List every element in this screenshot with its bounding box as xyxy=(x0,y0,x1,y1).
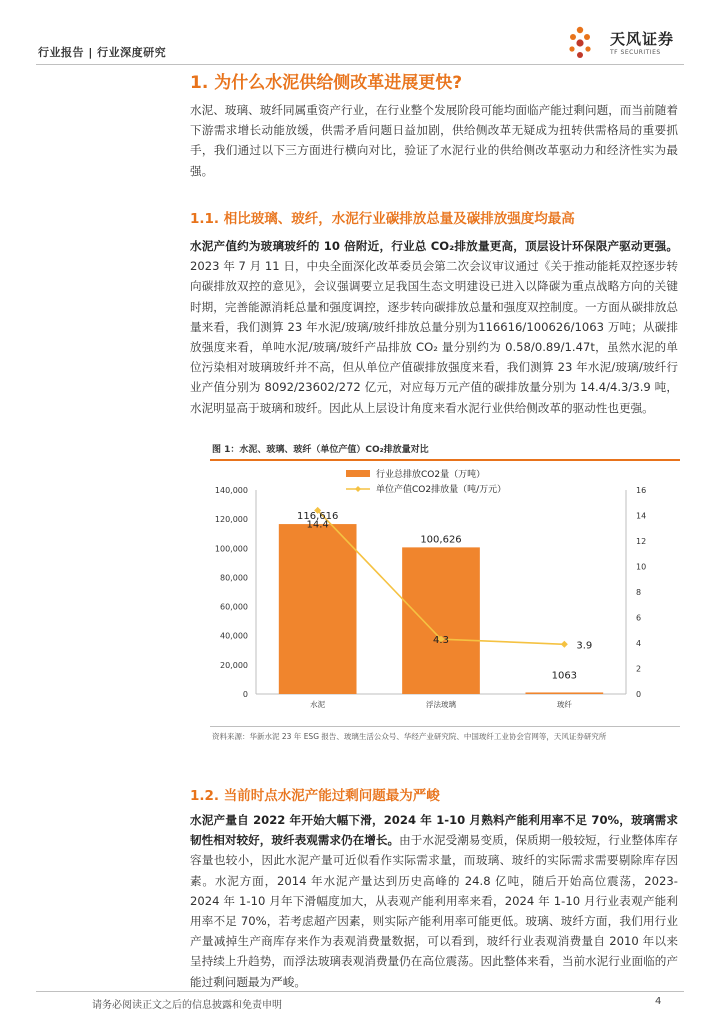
left-tick-label: 120,000 xyxy=(214,515,248,525)
legend-line-label: 单位产值CO2排放量（吨/万元） xyxy=(376,485,507,495)
bar-value-label: 1063 xyxy=(551,670,578,682)
left-tick-label: 100,000 xyxy=(214,544,248,554)
left-tick-label: 60,000 xyxy=(220,602,248,612)
bar xyxy=(525,692,603,694)
left-tick-label: 0 xyxy=(242,690,248,699)
co2-emission-chart xyxy=(196,462,666,724)
section-1-1-title: 1.1. 相比玻璃、玻纤，水泥行业碳排放总量及碳排放强度均最高 xyxy=(190,211,575,227)
logo-mark-icon xyxy=(569,27,590,58)
line-value-label: 14.4 xyxy=(306,519,329,531)
legend-bar-swatch xyxy=(346,470,370,477)
right-tick-label: 4 xyxy=(636,639,642,648)
section-1-title: 1. 为什么水泥供给侧改革进展更快? xyxy=(190,73,463,93)
category-label: 水泥 xyxy=(310,700,326,709)
left-tick-label: 80,000 xyxy=(220,573,248,583)
footer-divider xyxy=(36,991,684,992)
right-tick-label: 2 xyxy=(636,664,642,674)
category-label: 玻纤 xyxy=(556,700,572,709)
category-label: 浮法玻璃 xyxy=(426,700,456,709)
figure-source-rule xyxy=(210,726,680,727)
figure-title-rule xyxy=(210,459,680,461)
figure-1-title: 图 1：水泥、玻璃、玻纤（单位产值）CO₂排放量对比 xyxy=(212,445,429,455)
section-1-paragraph: 水泥、玻璃、玻纤同属重资产行业，在行业整个发展阶段可能均面临产能过剩问题，而当前随着下游需求增长动能放缓，供需矛盾问题日益加剧，供给侧改革无疑成为扭转供需格局的重要抓手，我们通过以下三方面进行横向对比，验证了水泥行业的供给侧改革驱动力和经济性实为最强。 xyxy=(190,103,678,178)
section-1-2-body: 由于水泥受潮易变质，保质期一般较短，行业整体库存容量也较小，因此水泥产量可近似看作实际需求量，而玻璃、玻纤的实际需求需要剔除库存因素。水泥方面，2014 年水泥产量达到历史高峰的 24.8 亿吨，随后开始高位震荡，2023-2024 年 1-10 月年下滑幅度加大，从表观产能利用率来看，2024 年 1-10 月行业表观产能利用率不足 70%，若考虑超产因素，则实际产能利用率可能更低。玻璃、玻纤方面，我们用行业产量减掉生产商库存来作为表观消费量数据，可以看到，玻纤行业表观消费量自 2010 年以来呈持续上升趋势，而浮法玻璃表观消费量仍在高位震荡。因此整体来看，当前水泥行业面临的产能过剩问题最为严峻。 xyxy=(190,833,678,989)
legend-line-marker xyxy=(355,486,361,492)
bar xyxy=(402,547,480,694)
section-1-2-title: 1.2. 当前时点水泥产能过剩问题最为严峻 xyxy=(190,788,440,804)
right-tick-label: 12 xyxy=(636,537,647,546)
legend-bar-label: 行业总排放CO2量（万吨） xyxy=(376,470,486,480)
header-divider xyxy=(36,64,684,65)
intensity-point xyxy=(561,641,568,648)
right-tick-label: 8 xyxy=(636,588,642,597)
right-tick-label: 10 xyxy=(636,562,647,572)
bar-value-label: 100,626 xyxy=(420,534,462,546)
line-value-label: 3.9 xyxy=(576,640,593,652)
section-1-2-lead: 水泥产量自 2022 年开始大幅下滑，2024 年 1-10 月熟料产能利用率不足 70%，玻璃需求韧性相对较好，玻纤表观需求仍在增长。 xyxy=(190,813,678,848)
bar xyxy=(279,524,357,694)
page-number: 4 xyxy=(655,996,662,1007)
right-tick-label: 14 xyxy=(636,511,647,521)
report-category: 行业报告 | 行业深度研究 xyxy=(38,46,167,59)
right-tick-label: 16 xyxy=(636,486,647,495)
line-value-label: 4.3 xyxy=(433,635,449,647)
section-1-1-lead: 水泥产值约为玻璃玻纤的 10 倍附近，行业总 CO₂排放量更高，顶层设计环保限产驱动更强。 xyxy=(190,239,678,253)
right-tick-label: 6 xyxy=(636,613,642,623)
section-1-1-body: 2023 年 7 月 11 日，中央全面深化改革委员会第二次会议审议通过《关于推动能耗双控逐步转向碳排放双控的意见》，会议强调要立足我国生态文明建设已进入以降碳为重点战略方向的关键时期，完善能源消耗总量和强度调控，逐步转向碳排放总量和强度双控制度。一方面从碳排放总量来看，我们测算 23 年水泥/玻璃/玻纤排放总量分别为116616/100626/1063 万吨；从碳排放强度来看，单吨水泥/玻璃/玻纤产品排放 CO₂ 量分别约为 0.58/0.89/1.47t，虽然水泥的单位污染相对玻璃玻纤并不高，但从单位产值碳排放强度来看，我们测算 23 年水泥/玻璃/玻纤行业产值分别为 8092/23602/272 亿元，对应每万元产值的碳排放量分别为 14.4/4.3/3.9 吨，水泥明显高于玻璃和玻纤。因此从上层设计角度来看水泥行业供给侧改革的驱动性也更强。 xyxy=(190,259,678,415)
logo-subtitle: TF SECURITIES xyxy=(610,49,661,56)
bar-value-label: 116,616 xyxy=(296,511,339,523)
left-tick-label: 40,000 xyxy=(220,631,248,641)
section-1-1-paragraph xyxy=(190,236,678,418)
right-tick-label: 0 xyxy=(636,690,642,699)
left-tick-label: 20,000 xyxy=(220,660,248,670)
footer-disclaimer: 请务必阅读正文之后的信息披露和免责申明 xyxy=(92,1000,282,1011)
logo-name: 天风证券 xyxy=(610,30,675,48)
left-tick-label: 140,000 xyxy=(214,486,248,495)
section-1-2-paragraph xyxy=(190,810,678,992)
figure-1-source: 资料来源：华新水泥 23 年 ESG 报告、玻璃生活公众号、华经产业研究院、中国玻纤工业协会官网等，天风证券研究所 xyxy=(212,732,607,741)
